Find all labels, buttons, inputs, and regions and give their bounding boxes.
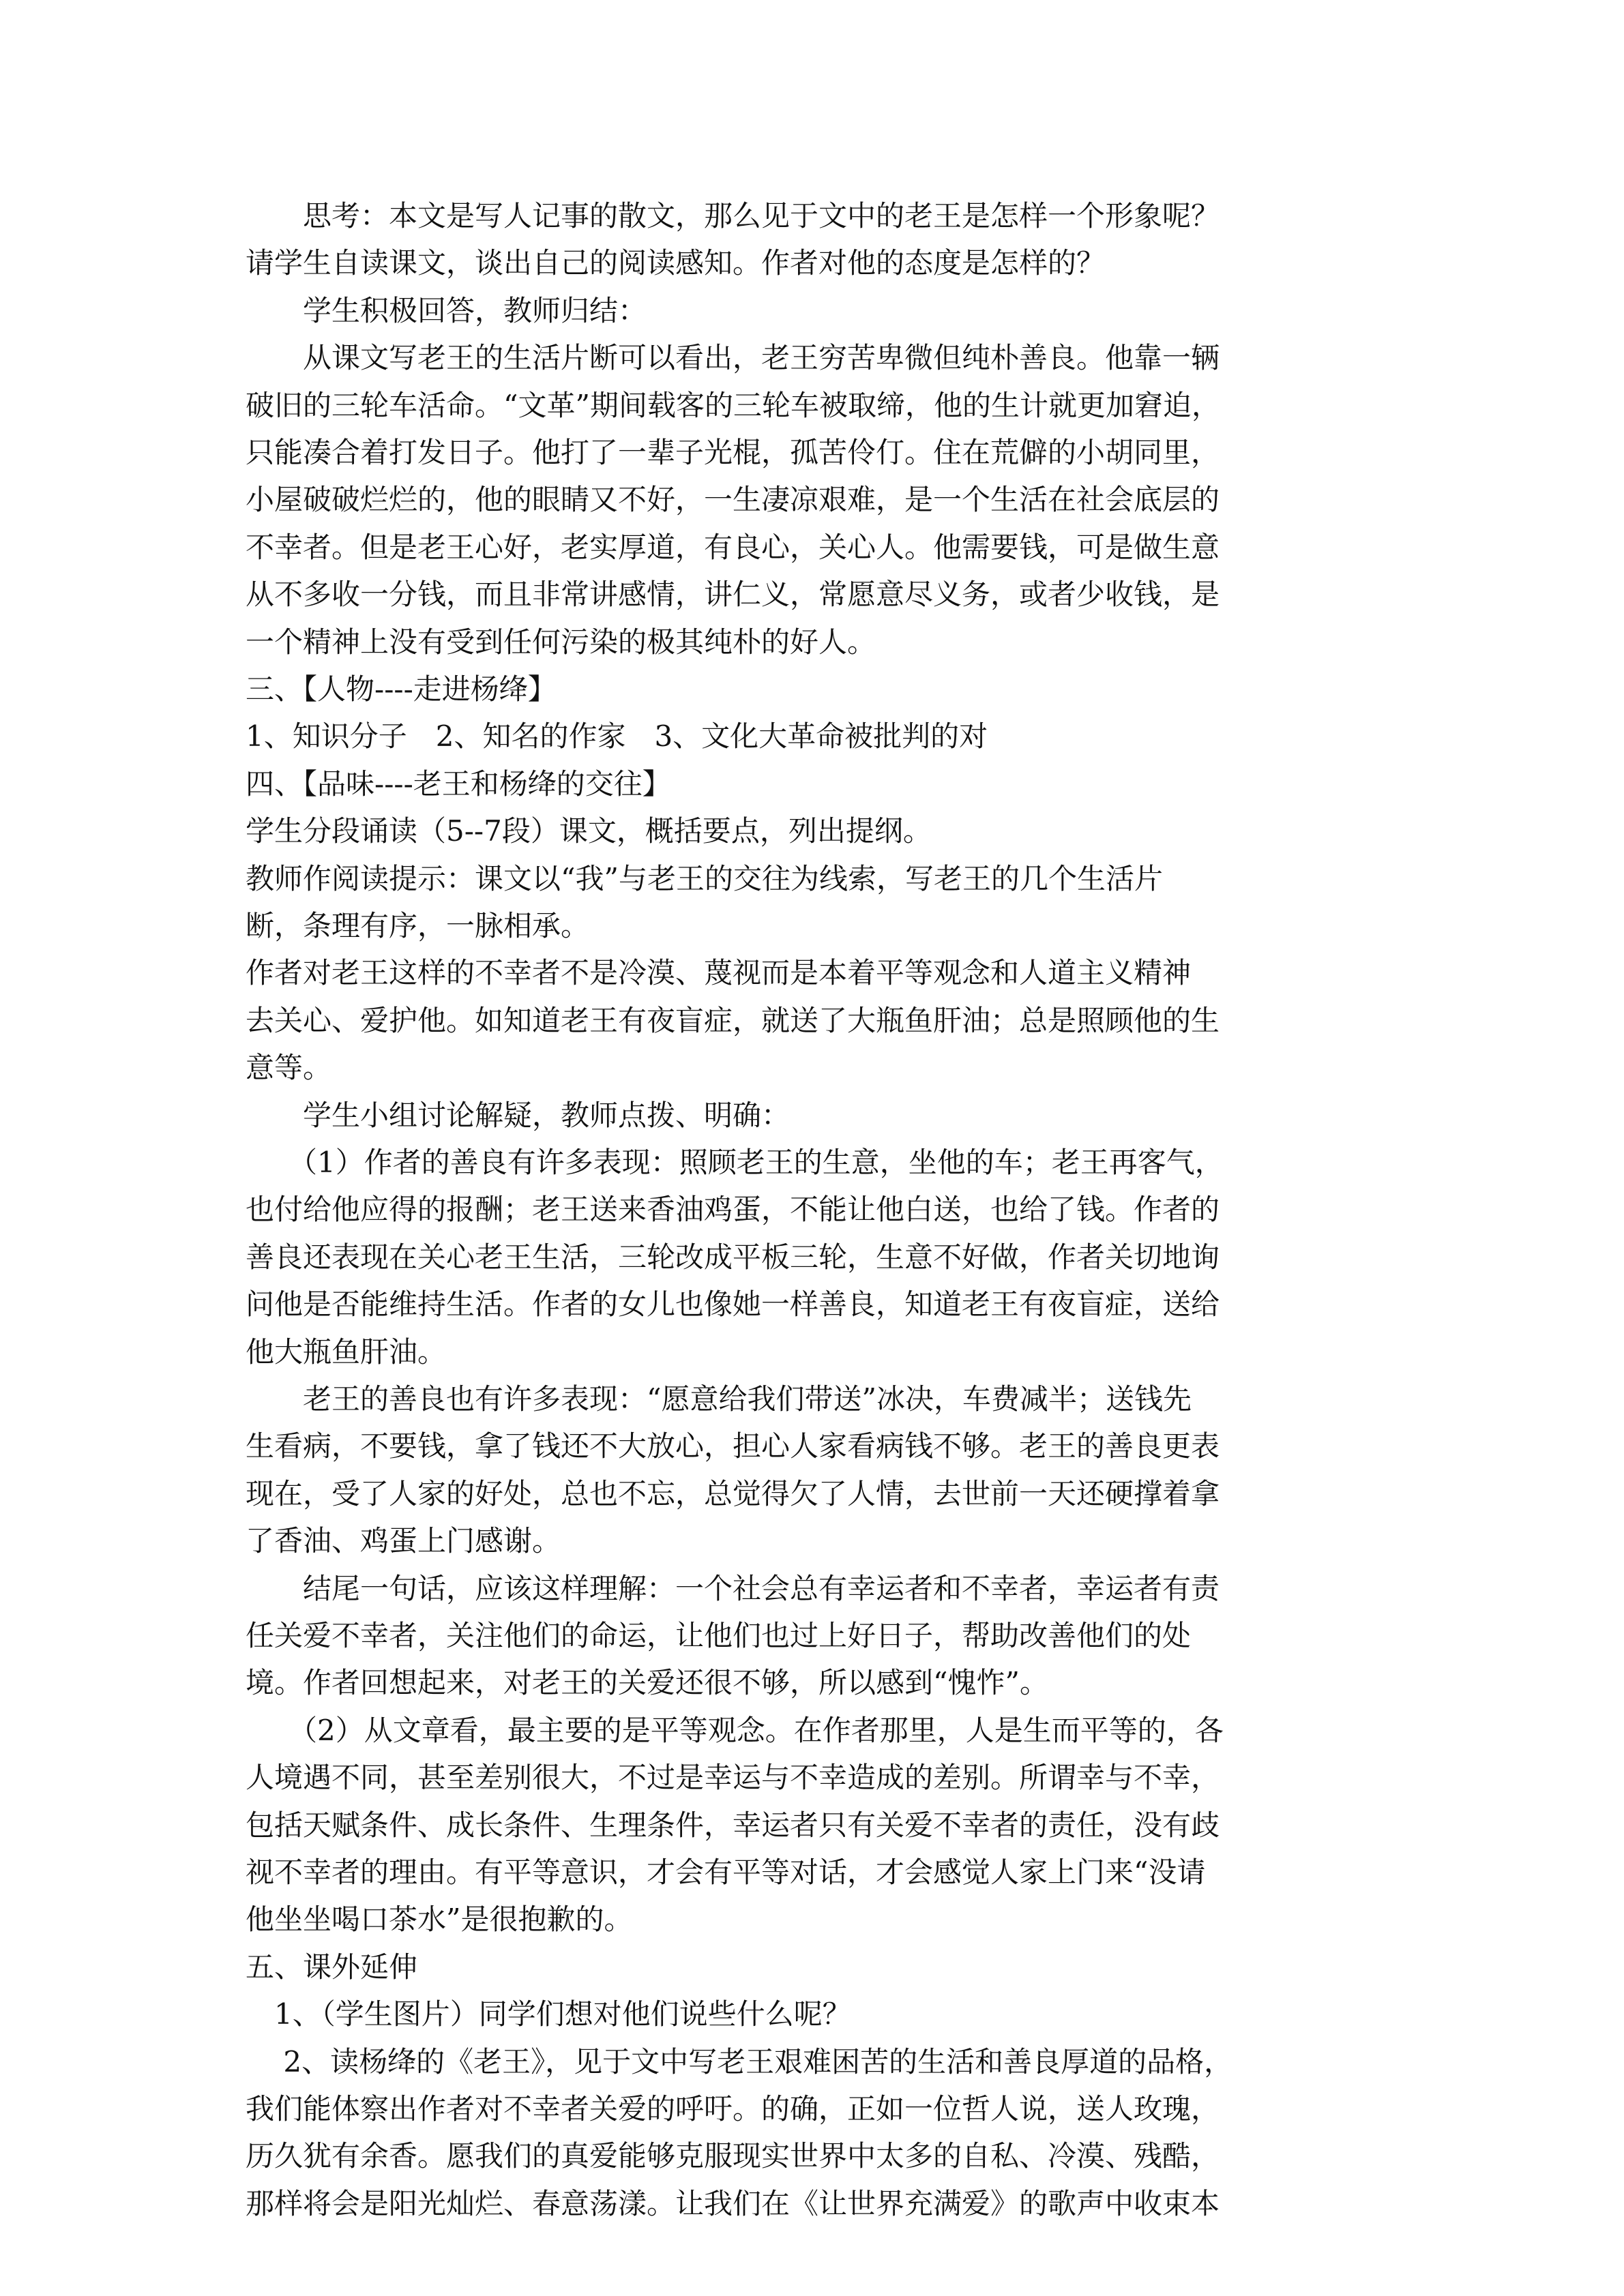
text-line: 问他是否能维持生活。作者的女儿也像她一样善良，知道老王有夜盲症，送给 — [246, 1287, 1220, 1321]
text-line: 从课文写老王的生活片断可以看出，老王穷苦卑微但纯朴善良。他靠一辆 — [246, 341, 1220, 374]
text-line: 请学生自读课文，谈出自己的阅读感知。作者对他的态度是怎样的？ — [246, 246, 1106, 280]
text-line: 一个精神上没有受到任何污染的极其纯朴的好人。 — [246, 625, 876, 659]
text-line: 善良还表现在关心老王生活，三轮改成平板三轮，生意不好做，作者关切地询 — [246, 1240, 1220, 1274]
text-line: 五、课外延伸 — [246, 1950, 418, 1984]
text-line: 学生小组讨论解疑，教师点拨、明确： — [246, 1099, 791, 1132]
text-line: 断，条理有序，一脉相承。 — [246, 909, 590, 942]
text-line: 生看病，不要钱，拿了钱还不大放心，担心人家看病钱不够。老王的善良更表 — [246, 1429, 1220, 1463]
text-line: 人境遇不同，甚至差别很大，不过是幸运与不幸造成的差别。所谓幸与不幸， — [246, 1761, 1220, 1794]
text-line: （2）从文章看，最主要的是平等观念。在作者那里，人是生而平等的，各 — [246, 1714, 1224, 1747]
text-line: 境。作者回想起来，对老王的关爱还很不够，所以感到“愧怍”。 — [246, 1666, 1048, 1699]
text-line: 视不幸者的理由。有平等意识，才会有平等对话，才会感觉人家上门来“没请 — [246, 1855, 1206, 1889]
text-line: （1）作者的善良有许多表现：照顾老王的生意，坐他的车；老王再客气， — [246, 1146, 1224, 1179]
text-line: 教师作阅读提示：课文以“我”与老王的交往为线索，写老王的几个生活片 — [246, 862, 1163, 895]
text-line: 四、【品味----老王和杨绛的交往】 — [246, 767, 671, 801]
text-line: 小屋破破烂烂的，他的眼睛又不好，一生凄凉艰难，是一个生活在社会底层的 — [246, 483, 1220, 516]
text-line: 从不多收一分钱，而且非常讲感情，讲仁义，常愿意尽义务，或者少收钱，是 — [246, 578, 1220, 611]
text-line: 他坐坐喝口茶水”是很抱歉的。 — [246, 1903, 633, 1936]
text-line: 包括天赋条件、成长条件、生理条件，幸运者只有关爱不幸者的责任，没有歧 — [246, 1808, 1220, 1842]
text-line: 那样将会是阳光灿烂、春意荡漾。让我们在《让世界充满爱》的歌声中收束本 — [246, 2187, 1220, 2220]
text-line: 了香油、鸡蛋上门感谢。 — [246, 1524, 561, 1557]
text-line: 去关心、爱护他。如知道老王有夜盲症，就送了大瓶鱼肝油；总是照顾他的生 — [246, 1004, 1220, 1037]
text-line: 1、（学生图片）同学们想对他们说些什么呢？ — [246, 1997, 851, 2031]
text-line: 现在，受了人家的好处，总也不忘，总觉得欠了人情，去世前一天还硬撑着拿 — [246, 1477, 1220, 1510]
text-line: 意等。 — [246, 1051, 332, 1084]
text-line: 他大瓶鱼肝油。 — [246, 1335, 447, 1369]
text-line: 只能凑合着打发日子。他打了一辈子光棍，孤苦伶仃。住在荒僻的小胡同里， — [246, 436, 1220, 469]
text-line: 老王的善良也有许多表现：“愿意给我们带送”冰决，车费减半；送钱先 — [246, 1382, 1192, 1416]
text-line: 1、知识分子 2、知名的作家 3、文化大革命被批判的对 — [246, 719, 988, 753]
text-line: 不幸者。但是老王心好，老实厚道，有良心，关心人。他需要钱，可是做生意 — [246, 531, 1220, 564]
text-line: 思考：本文是写人记事的散文，那么见于文中的老王是怎样一个形象呢？ — [246, 199, 1220, 233]
text-line: 学生积极回答，教师归结： — [246, 294, 647, 327]
text-line: 三、【人物----走进杨绛】 — [246, 672, 557, 706]
text-line: 破旧的三轮车活命。“文革”期间载客的三轮车被取缔，他的生计就更加窘迫， — [246, 389, 1220, 422]
text-line: 也付给他应得的报酬；老王送来香油鸡蛋，不能让他白送，也给了钱。作者的 — [246, 1193, 1220, 1226]
text-line: 任关爱不幸者，关注他们的命运，让他们也过上好日子，帮助改善他们的处 — [246, 1619, 1192, 1652]
text-line: 学生分段诵读（5--7段）课文，概括要点，列出提纲。 — [246, 814, 932, 848]
text-line: 2、读杨绛的《老王》，见于文中写老王艰难困苦的生活和善良厚道的品格， — [246, 2045, 1233, 2078]
text-line: 历久犹有余香。愿我们的真爱能够克服现实世界中太多的自私、冷漠、残酷， — [246, 2139, 1220, 2173]
text-line: 结尾一句话，应该这样理解：一个社会总有幸运者和不幸者，幸运者有责 — [246, 1572, 1220, 1605]
text-line: 作者对老王这样的不幸者不是冷漠、蔑视而是本着平等观念和人道主义精神 — [246, 956, 1192, 989]
text-line: 我们能体察出作者对不幸者关爱的呼吁。的确，正如一位哲人说，送人玫瑰， — [246, 2092, 1220, 2126]
